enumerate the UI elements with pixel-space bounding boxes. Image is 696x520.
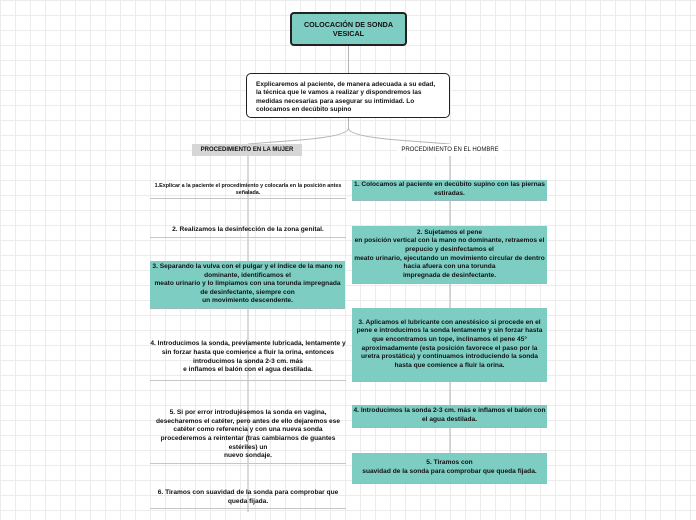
intro-node[interactable]: Explicaremos al paciente, de manera adecuada a su edad, la técnica que le vamos a realizar y dispondremos las medidas necesarias para asegurar su intimidad. Lo colocamos en decúbito supino xyxy=(246,73,450,118)
men-step-1[interactable]: 1. Colocamos al paciente en decúbito supino con las piernas estiradas. xyxy=(352,180,547,201)
men-step-3[interactable]: 3. Aplicamos el lubricante con anestésico si procede en el pene e introducimos la sonda lentamente y sin forzar hasta que encontramos un tope, inclinamos el pene 45° aproximadamente (esta posición favorece el paso por la uretra prostática) y continuamos introduciendo la sonda hasta que comience a fluir la orina. xyxy=(352,308,547,382)
women-step-6[interactable]: 6. Tiramos con suavidad de la sonda para comprobar que queda fijada. xyxy=(150,487,346,509)
men-step-2[interactable]: 2. Sujetamos el pene en posición vertical con la mano no dominante, retraemos el prepucio y desinfectamos el meato urinario, ejecutando un movimiento circular de dentro hacia afuera con una torunda impregnada de desinfectante. xyxy=(352,226,547,284)
men-step-4[interactable]: 4. Introducimos la sonda 2-3 cm. más e inflamos el balón con el agua destilada. xyxy=(352,405,547,428)
women-step-2[interactable]: 2. Realizamos la desinfección de la zona genital. xyxy=(150,224,346,238)
women-step-4[interactable]: 4. Introducimos la sonda, previamente lubricada, lentamente y sin forzar hasta que comience a fluir la orina, entonces introducimos la sonda 2-3 cm. más e inflamos el balón con el agua destilada. xyxy=(150,335,346,381)
women-step-3[interactable]: 3. Separando la vulva con el pulgar y el índice de la mano no dominante, identificamos el meato urinario y lo limpiamos con una torunda impregnada de desinfectante, siempre con un movimiento descendente. xyxy=(150,261,345,309)
women-step-1[interactable]: 1.Explicar a la paciente el procedimiento y colocarla en la posición antes señalada. xyxy=(150,181,346,199)
map-title[interactable]: COLOCACIÓN DE SONDA VESICAL xyxy=(290,12,407,46)
branch-women-label[interactable]: PROCEDIMIENTO EN LA MUJER xyxy=(192,144,302,156)
women-step-5[interactable]: 5. Si por error introdujésemos la sonda en vagina, desecharemos el catéter, pero antes de ello dejaremos ese catéter como referencia y con una nueva sonda procederemos a reintentar (tras cambiarnos de guantes estériles) un nuevo sondaje. xyxy=(150,407,346,464)
branch-men-label[interactable]: PROCEDIMIENTO EN EL HOMBRE xyxy=(397,144,503,156)
men-step-5[interactable]: 5. Tiramos con suavidad de la sonda para comprobar que queda fijada. xyxy=(352,453,547,484)
